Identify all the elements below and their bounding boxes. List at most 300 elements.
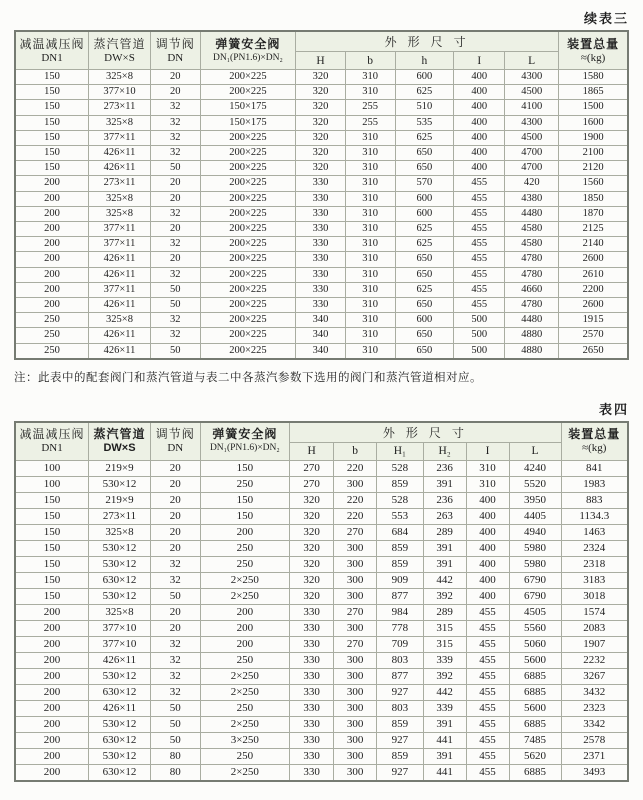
table-row bbox=[15, 252, 628, 267]
table-cell: 50 bbox=[150, 282, 200, 297]
table-row bbox=[15, 476, 628, 492]
table-cell: 150 bbox=[15, 508, 89, 524]
table-cell: 200 bbox=[15, 298, 89, 313]
table-cell: 270 bbox=[334, 524, 377, 540]
table-cell: 150 bbox=[15, 540, 89, 556]
table-cell: 455 bbox=[466, 700, 509, 716]
table-cell: 600 bbox=[395, 70, 454, 85]
table-cell: 320 bbox=[290, 556, 334, 572]
table-cell: 455 bbox=[466, 636, 509, 652]
table-cell: 200×225 bbox=[200, 252, 296, 267]
table-cell: 310 bbox=[345, 343, 395, 359]
table-cell: 400 bbox=[466, 540, 509, 556]
table-cell: 300 bbox=[334, 716, 377, 732]
table-cell: 32 bbox=[150, 237, 200, 252]
table-row bbox=[15, 460, 628, 476]
table-cell: 984 bbox=[377, 604, 424, 620]
table-cell: 535 bbox=[395, 115, 454, 130]
table-cell: 625 bbox=[395, 222, 454, 237]
table-cell: 32 bbox=[150, 146, 200, 161]
table-cell: 273×11 bbox=[89, 176, 151, 191]
table-cell: 200 bbox=[15, 700, 89, 716]
table-cell: 6885 bbox=[509, 684, 561, 700]
table-cell: 500 bbox=[454, 343, 505, 359]
table-cell: 150 bbox=[15, 492, 89, 508]
table-cell: 20 bbox=[150, 476, 200, 492]
table-cell: 400 bbox=[466, 556, 509, 572]
table-cell: 250 bbox=[200, 476, 289, 492]
table-cell: 310 bbox=[345, 176, 395, 191]
table-cell: 650 bbox=[395, 343, 454, 359]
table-cell: 340 bbox=[296, 343, 346, 359]
table-cell: 150 bbox=[15, 588, 89, 604]
table-cell: 20 bbox=[150, 252, 200, 267]
table-cell: 1915 bbox=[559, 313, 628, 328]
table-cell: 200 bbox=[200, 636, 289, 652]
table-cell: 200×225 bbox=[200, 222, 296, 237]
t3-header-pipe: 蒸汽管道 DW×S bbox=[89, 31, 151, 70]
table-row bbox=[15, 764, 628, 781]
table-cell: 6885 bbox=[509, 668, 561, 684]
table-cell: 330 bbox=[290, 700, 334, 716]
table-cell: 200 bbox=[15, 652, 89, 668]
table-cell: 300 bbox=[334, 764, 377, 781]
table-cell: 2600 bbox=[559, 298, 628, 313]
table-row bbox=[15, 176, 628, 191]
table-cell: 400 bbox=[466, 524, 509, 540]
table-cell: 320 bbox=[290, 508, 334, 524]
table-cell: 150×175 bbox=[200, 100, 296, 115]
table-cell: 200×225 bbox=[200, 343, 296, 359]
table-cell: 400 bbox=[454, 146, 505, 161]
table-cell: 200×225 bbox=[200, 313, 296, 328]
table-row bbox=[15, 130, 628, 145]
table-cell: 5620 bbox=[509, 748, 561, 764]
t3-header-dim-h: h bbox=[395, 52, 454, 70]
table-cell: 270 bbox=[290, 476, 334, 492]
table-cell: 310 bbox=[345, 237, 395, 252]
table-cell: 150 bbox=[15, 146, 89, 161]
table-cell: 310 bbox=[345, 130, 395, 145]
table-cell: 455 bbox=[466, 684, 509, 700]
table-cell: 20 bbox=[150, 524, 200, 540]
table-cell: 3342 bbox=[561, 716, 628, 732]
table-cell: 5600 bbox=[509, 652, 561, 668]
table-cell: 200×225 bbox=[200, 130, 296, 145]
table-cell: 100 bbox=[15, 476, 89, 492]
table-cell: 1870 bbox=[559, 206, 628, 221]
table-cell: 80 bbox=[150, 748, 200, 764]
table-cell: 315 bbox=[423, 636, 466, 652]
table-cell: 391 bbox=[423, 476, 466, 492]
table-cell: 150 bbox=[15, 70, 89, 85]
table-cell: 400 bbox=[454, 85, 505, 100]
t4-header-dim-L: L bbox=[509, 442, 561, 460]
table-cell: 4505 bbox=[509, 604, 561, 620]
table-row bbox=[15, 237, 628, 252]
table4-dimensions bbox=[14, 421, 629, 782]
table-cell: 2578 bbox=[561, 732, 628, 748]
table-cell: 426×11 bbox=[89, 252, 151, 267]
table-cell: 310 bbox=[345, 161, 395, 176]
table-cell: 325×8 bbox=[89, 70, 151, 85]
table3-dimensions bbox=[14, 30, 629, 360]
table-cell: 200×225 bbox=[200, 328, 296, 343]
table-cell: 530×12 bbox=[89, 556, 151, 572]
table-cell: 330 bbox=[296, 252, 346, 267]
table-cell: 289 bbox=[423, 524, 466, 540]
table-cell: 310 bbox=[345, 85, 395, 100]
table-cell: 236 bbox=[423, 492, 466, 508]
table-cell: 877 bbox=[377, 668, 424, 684]
table-row bbox=[15, 222, 628, 237]
table-cell: 50 bbox=[150, 298, 200, 313]
t4-header-regulator: 调节阀 DN bbox=[150, 422, 200, 461]
table-cell: 150 bbox=[15, 161, 89, 176]
table-cell: 320 bbox=[296, 100, 346, 115]
table-row bbox=[15, 716, 628, 732]
table-cell: 300 bbox=[334, 556, 377, 572]
table-note: 注：此表中的配套阀门和蒸汽管道与表二中各蒸汽参数下选用的阀门和蒸汽管道相对应。 bbox=[14, 371, 482, 384]
table-cell: 1463 bbox=[561, 524, 628, 540]
table-row bbox=[15, 652, 628, 668]
table-cell: 200×225 bbox=[200, 161, 296, 176]
table-cell: 200×225 bbox=[200, 298, 296, 313]
table-cell: 400 bbox=[454, 115, 505, 130]
table-cell: 391 bbox=[423, 540, 466, 556]
table-cell: 4880 bbox=[505, 328, 559, 343]
table-row bbox=[15, 636, 628, 652]
table-cell: 150 bbox=[200, 460, 289, 476]
table-row bbox=[15, 668, 628, 684]
table-cell: 530×12 bbox=[89, 588, 151, 604]
table-cell: 200 bbox=[15, 267, 89, 282]
table-cell: 2318 bbox=[561, 556, 628, 572]
table-cell: 250 bbox=[15, 343, 89, 359]
table-cell: 1500 bbox=[559, 100, 628, 115]
continued-table-label: 续表三 bbox=[583, 11, 629, 26]
table-cell: 530×12 bbox=[89, 716, 151, 732]
table-cell: 400 bbox=[466, 508, 509, 524]
t4-header-safety-valve: 弹簧安全阀 DN₁(PN1.6)×DN₂ bbox=[200, 422, 289, 461]
table-cell: 510 bbox=[395, 100, 454, 115]
table-cell: 4700 bbox=[505, 161, 559, 176]
table-cell: 300 bbox=[334, 732, 377, 748]
table-cell: 4380 bbox=[505, 191, 559, 206]
table-cell: 250 bbox=[200, 540, 289, 556]
table-cell: 50 bbox=[150, 343, 200, 359]
table-cell: 426×11 bbox=[89, 700, 151, 716]
table-cell: 200 bbox=[15, 252, 89, 267]
table-cell: 270 bbox=[334, 636, 377, 652]
table-cell: 32 bbox=[150, 100, 200, 115]
table-row bbox=[15, 684, 628, 700]
table-cell: 400 bbox=[454, 70, 505, 85]
table-cell: 455 bbox=[466, 652, 509, 668]
t4-header-outline-dimensions: 外 形 尺 寸 bbox=[290, 422, 562, 443]
table-cell: 200 bbox=[15, 604, 89, 620]
table-row bbox=[15, 100, 628, 115]
table-cell: 289 bbox=[423, 604, 466, 620]
table-cell: 455 bbox=[454, 222, 505, 237]
table-cell: 200 bbox=[15, 176, 89, 191]
table-cell: 1574 bbox=[561, 604, 628, 620]
table-cell: 5600 bbox=[509, 700, 561, 716]
table-cell: 391 bbox=[423, 556, 466, 572]
table-cell: 20 bbox=[150, 460, 200, 476]
table-cell: 1983 bbox=[561, 476, 628, 492]
table-cell: 150 bbox=[200, 492, 289, 508]
table-cell: 310 bbox=[345, 252, 395, 267]
table-cell: 625 bbox=[395, 282, 454, 297]
table-cell: 927 bbox=[377, 684, 424, 700]
table-cell: 150 bbox=[15, 524, 89, 540]
table-cell: 859 bbox=[377, 716, 424, 732]
table-cell: 2100 bbox=[559, 146, 628, 161]
table-cell: 330 bbox=[296, 206, 346, 221]
table-cell: 455 bbox=[454, 206, 505, 221]
table-cell: 2600 bbox=[559, 252, 628, 267]
table-cell: 455 bbox=[466, 604, 509, 620]
table-cell: 80 bbox=[150, 764, 200, 781]
table-cell: 32 bbox=[150, 652, 200, 668]
table-cell: 325×8 bbox=[89, 115, 151, 130]
table-cell: 320 bbox=[296, 146, 346, 161]
table-cell: 220 bbox=[334, 460, 377, 476]
table-cell: 4300 bbox=[505, 115, 559, 130]
table-cell: 4405 bbox=[509, 508, 561, 524]
table-cell: 200 bbox=[15, 282, 89, 297]
table-cell: 20 bbox=[150, 540, 200, 556]
table-cell: 2120 bbox=[559, 161, 628, 176]
table-cell: 420 bbox=[505, 176, 559, 191]
table-row bbox=[15, 313, 628, 328]
table-cell: 330 bbox=[290, 652, 334, 668]
table-cell: 200 bbox=[15, 668, 89, 684]
table-cell: 2×250 bbox=[200, 684, 289, 700]
table-cell: 250 bbox=[200, 652, 289, 668]
table-row bbox=[15, 161, 628, 176]
table-cell: 4700 bbox=[505, 146, 559, 161]
table-cell: 340 bbox=[296, 313, 346, 328]
table-cell: 3493 bbox=[561, 764, 628, 781]
table-cell: 20 bbox=[150, 222, 200, 237]
table-cell: 441 bbox=[423, 764, 466, 781]
table-cell: 219×9 bbox=[89, 460, 151, 476]
table-cell: 426×11 bbox=[89, 267, 151, 282]
table-cell: 100 bbox=[15, 460, 89, 476]
table-cell: 2371 bbox=[561, 748, 628, 764]
table-cell: 32 bbox=[150, 636, 200, 652]
table-cell: 20 bbox=[150, 176, 200, 191]
table-cell: 426×11 bbox=[89, 328, 151, 343]
table-cell: 400 bbox=[454, 161, 505, 176]
t3-header-dim-I: I bbox=[454, 52, 505, 70]
table-row bbox=[15, 298, 628, 313]
table-cell: 20 bbox=[150, 604, 200, 620]
table-cell: 6790 bbox=[509, 588, 561, 604]
table-cell: 200 bbox=[15, 764, 89, 781]
table-cell: 32 bbox=[150, 556, 200, 572]
table-cell: 200 bbox=[200, 620, 289, 636]
t3-header-dim-H: H bbox=[296, 52, 346, 70]
table-cell: 150×175 bbox=[200, 115, 296, 130]
table-cell: 330 bbox=[290, 764, 334, 781]
table-cell: 455 bbox=[454, 282, 505, 297]
table-cell: 310 bbox=[345, 267, 395, 282]
table-cell: 325×8 bbox=[89, 313, 151, 328]
table-cell: 200×225 bbox=[200, 85, 296, 100]
table-cell: 6885 bbox=[509, 716, 561, 732]
table-cell: 200×225 bbox=[200, 146, 296, 161]
table-cell: 1907 bbox=[561, 636, 628, 652]
table-cell: 630×12 bbox=[89, 572, 151, 588]
table-cell: 339 bbox=[423, 700, 466, 716]
table-cell: 340 bbox=[296, 328, 346, 343]
table-cell: 150 bbox=[15, 556, 89, 572]
table-cell: 32 bbox=[150, 130, 200, 145]
table-cell: 400 bbox=[454, 100, 505, 115]
table-cell: 455 bbox=[466, 764, 509, 781]
table-cell: 1900 bbox=[559, 130, 628, 145]
table-row bbox=[15, 604, 628, 620]
table-cell: 400 bbox=[466, 588, 509, 604]
table-cell: 2083 bbox=[561, 620, 628, 636]
table-cell: 200 bbox=[200, 604, 289, 620]
t3-header-outline-dimensions: 外 形 尺 寸 bbox=[296, 31, 559, 52]
table-cell: 200 bbox=[15, 716, 89, 732]
table-cell: 4500 bbox=[505, 85, 559, 100]
table-cell: 219×9 bbox=[89, 492, 151, 508]
table-cell: 400 bbox=[466, 572, 509, 588]
table-cell: 2×250 bbox=[200, 588, 289, 604]
table-cell: 320 bbox=[296, 161, 346, 176]
table-cell: 330 bbox=[296, 176, 346, 191]
table-cell: 200×225 bbox=[200, 70, 296, 85]
table-cell: 3018 bbox=[561, 588, 628, 604]
table-cell: 200 bbox=[15, 684, 89, 700]
t3-body bbox=[15, 70, 628, 359]
table-cell: 315 bbox=[423, 620, 466, 636]
table-cell: 32 bbox=[150, 313, 200, 328]
table-cell: 250 bbox=[15, 313, 89, 328]
table-cell: 426×11 bbox=[89, 343, 151, 359]
table-cell: 320 bbox=[290, 572, 334, 588]
table-cell: 630×12 bbox=[89, 684, 151, 700]
table-cell: 650 bbox=[395, 267, 454, 282]
table-cell: 442 bbox=[423, 684, 466, 700]
table-cell: 200 bbox=[15, 237, 89, 252]
table-cell: 2323 bbox=[561, 700, 628, 716]
table-cell: 2140 bbox=[559, 237, 628, 252]
table-cell: 325×8 bbox=[89, 191, 151, 206]
table-cell: 859 bbox=[377, 476, 424, 492]
table-cell: 392 bbox=[423, 588, 466, 604]
table-cell: 310 bbox=[345, 328, 395, 343]
t4-header-valve: 减温减压阀 DN1 bbox=[15, 422, 89, 461]
table-cell: 330 bbox=[290, 748, 334, 764]
table-cell: 377×10 bbox=[89, 85, 151, 100]
table-cell: 220 bbox=[334, 492, 377, 508]
table-cell: 859 bbox=[377, 556, 424, 572]
table-cell: 625 bbox=[395, 85, 454, 100]
table-cell: 32 bbox=[150, 115, 200, 130]
table-cell: 5980 bbox=[509, 540, 561, 556]
table-cell: 5520 bbox=[509, 476, 561, 492]
table-cell: 150 bbox=[15, 85, 89, 100]
table-cell: 455 bbox=[466, 716, 509, 732]
table-row bbox=[15, 588, 628, 604]
table-cell: 4300 bbox=[505, 70, 559, 85]
table-row bbox=[15, 206, 628, 221]
table-cell: 441 bbox=[423, 732, 466, 748]
table-cell: 20 bbox=[150, 85, 200, 100]
table-cell: 927 bbox=[377, 732, 424, 748]
table-cell: 455 bbox=[466, 668, 509, 684]
table-cell: 310 bbox=[345, 282, 395, 297]
table-cell: 3950 bbox=[509, 492, 561, 508]
table-cell: 200 bbox=[15, 620, 89, 636]
table-cell: 50 bbox=[150, 716, 200, 732]
table-cell: 7485 bbox=[509, 732, 561, 748]
table-cell: 330 bbox=[296, 222, 346, 237]
table-cell: 803 bbox=[377, 700, 424, 716]
table-cell: 200 bbox=[15, 748, 89, 764]
table-row bbox=[15, 267, 628, 282]
table-cell: 320 bbox=[290, 492, 334, 508]
table-cell: 859 bbox=[377, 540, 424, 556]
t4-header-dim-b: b bbox=[334, 442, 377, 460]
table-cell: 339 bbox=[423, 652, 466, 668]
table-cell: 310 bbox=[466, 476, 509, 492]
table-cell: 877 bbox=[377, 588, 424, 604]
table-cell: 455 bbox=[454, 237, 505, 252]
table-cell: 300 bbox=[334, 588, 377, 604]
table-cell: 570 bbox=[395, 176, 454, 191]
table-cell: 709 bbox=[377, 636, 424, 652]
table-cell: 4100 bbox=[505, 100, 559, 115]
table-cell: 50 bbox=[150, 700, 200, 716]
table-cell: 528 bbox=[377, 492, 424, 508]
table-cell: 2×250 bbox=[200, 572, 289, 588]
table-cell: 200×225 bbox=[200, 237, 296, 252]
table-cell: 3267 bbox=[561, 668, 628, 684]
table-cell: 5560 bbox=[509, 620, 561, 636]
table-cell: 3432 bbox=[561, 684, 628, 700]
table-cell: 32 bbox=[150, 572, 200, 588]
table-row bbox=[15, 700, 628, 716]
table-cell: 1850 bbox=[559, 191, 628, 206]
table-cell: 2232 bbox=[561, 652, 628, 668]
table-cell: 200×225 bbox=[200, 176, 296, 191]
table-cell: 1600 bbox=[559, 115, 628, 130]
table-cell: 273×11 bbox=[89, 508, 151, 524]
table-cell: 200 bbox=[15, 636, 89, 652]
table-cell: 32 bbox=[150, 668, 200, 684]
table-cell: 325×8 bbox=[89, 604, 151, 620]
table-cell: 455 bbox=[454, 191, 505, 206]
table-cell: 330 bbox=[290, 716, 334, 732]
table-cell: 650 bbox=[395, 252, 454, 267]
table-cell: 310 bbox=[345, 222, 395, 237]
table-cell: 330 bbox=[296, 298, 346, 313]
table-cell: 2200 bbox=[559, 282, 628, 297]
table-cell: 20 bbox=[150, 70, 200, 85]
t4-body bbox=[15, 460, 628, 781]
table-cell: 330 bbox=[290, 620, 334, 636]
table-cell: 2650 bbox=[559, 343, 628, 359]
table-cell: 320 bbox=[296, 115, 346, 130]
